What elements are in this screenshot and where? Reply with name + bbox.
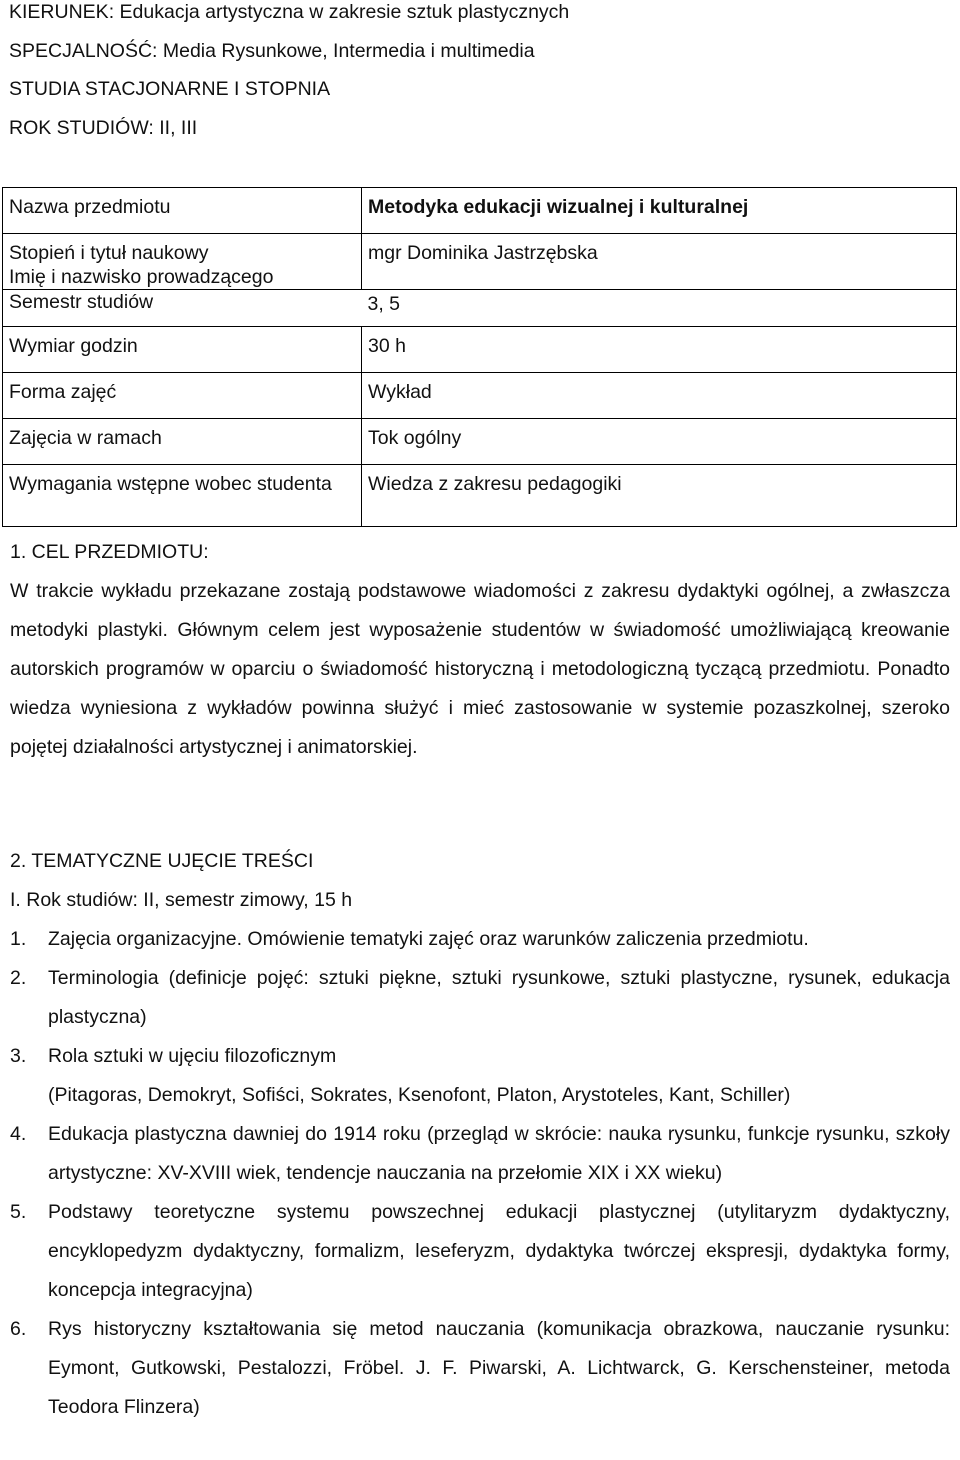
list-item-text: Rys historyczny kształtowania się metod nauczania (komunikacja obrazkowa, nauczanie rysunku: Eymont, Gutkowski, Pestalozzi, Fröbel. J. F. Piwarski, A. Lichtwarck, G. Kerschensteiner, metoda Teodora Flinzera)	[48, 1318, 950, 1418]
rok-studiow-line: ROK STUDIÓW: II, III	[9, 116, 198, 139]
table-row	[3, 327, 957, 373]
forma-zajec-value: Wykład	[362, 373, 957, 419]
cel-przedmiotu-section	[10, 540, 950, 767]
list-item-text: Rola sztuki w ujęciu filozoficznym	[48, 1045, 337, 1067]
prowadzacy-value: mgr Dominika Jastrzębska	[362, 234, 957, 290]
stopien-label-cell	[3, 234, 362, 290]
list-item	[10, 1193, 950, 1310]
cel-przedmiotu-text: W trakcie wykładu przekazane zostają podstawowe wiadomości z zakresu dydaktyki ogólnej, a zwłaszcza metodyki plastyki. Głównym celem jest wyposażenie studentów w świadomość umożliwiającą kreowanie autorskich programów w oparciu o świadomość historyczną i metodologiczną tyczącą przedmiotu. Ponadto wiedza wyniesiona z wykładów powinna służyć i mieć zastosowanie w systemie pozaszkolnej, szeroko pojętej działalności artystycznej i animatorskiej.	[10, 580, 950, 758]
list-item-text: Edukacja plastyczna dawniej do 1914 roku (przegląd w skrócie: nauka rysunku, funkcje rysunku, szkoły artystyczne: XV-XVIII wiek, tendencje nauczania na przełomie XIX i XX wieku)	[48, 1123, 950, 1184]
document-header	[9, 0, 569, 154]
list-item-text: Terminologia (definicje pojęć: sztuki piękne, sztuki rysunkowe, sztuki plastyczne, rysunek, edukacja plastyczna)	[48, 967, 950, 1028]
list-item-number: 6.	[10, 1318, 27, 1340]
list-item-number: 3.	[10, 1045, 27, 1067]
table-row	[3, 188, 957, 234]
semestr-value: 3, 5	[362, 290, 957, 327]
table-row	[3, 419, 957, 465]
zajecia-w-ramach-value: Tok ogólny	[362, 419, 957, 465]
list-item-text: Zajęcia organizacyjne. Omówienie tematyki zajęć oraz warunków zaliczenia przedmiotu.	[48, 928, 809, 950]
list-item	[10, 1037, 950, 1115]
list-item-number: 2.	[10, 967, 27, 989]
list-item-number: 1.	[10, 928, 27, 950]
topics-list	[10, 920, 950, 1427]
list-item-text: Podstawy teoretyczne systemu powszechnej edukacji plastycznej (utylitaryzm dydaktyczny, encyklopedyzm dydaktyczny, formalizm, leseferyzm, dydaktyka twórczej ekspresji, dydaktyka formy, koncepcja integracyjna)	[48, 1201, 950, 1301]
tematyczne-section	[10, 849, 950, 912]
list-item	[10, 920, 950, 959]
list-item	[10, 959, 950, 1037]
specjalnosc-line: SPECJALNOŚĆ: Media Rysunkowe, Intermedia i multimedia	[9, 39, 535, 62]
wymiar-godzin-value: 30 h	[362, 327, 957, 373]
list-item	[10, 1310, 950, 1427]
forma-zajec-label: Forma zajęć	[3, 373, 362, 419]
imie-nazwisko-label: Imię i nazwisko prowadzącego	[9, 266, 274, 288]
course-info-table	[2, 187, 957, 527]
semestr-label: Semestr studiów	[3, 290, 362, 327]
tematyczne-title: 2. TEMATYCZNE UJĘCIE TREŚCI	[10, 850, 314, 872]
wymiar-godzin-label: Wymiar godzin	[3, 327, 362, 373]
list-item	[10, 1115, 950, 1193]
nazwa-przedmiotu-label: Nazwa przedmiotu	[3, 188, 362, 234]
zajecia-w-ramach-label: Zajęcia w ramach	[3, 419, 362, 465]
nazwa-przedmiotu-value: Metodyka edukacji wizualnej i kulturalnej	[362, 188, 957, 234]
stopien-label: Stopień i tytuł naukowy	[9, 242, 209, 264]
cel-przedmiotu-title: 1. CEL PRZEDMIOTU:	[10, 541, 209, 563]
table-row	[3, 373, 957, 419]
table-row	[3, 234, 957, 290]
wymagania-label: Wymagania wstępne wobec studenta	[3, 465, 362, 527]
studia-line: STUDIA STACJONARNE I STOPNIA	[9, 78, 331, 100]
table-row	[3, 465, 957, 527]
list-item-text-continued: (Pitagoras, Demokryt, Sofiści, Sokrates, Ksenofont, Platon, Arystoteles, Kant, Schiller)	[48, 1084, 791, 1106]
list-item-number: 4.	[10, 1123, 27, 1145]
rok-semestr-subtitle: I. Rok studiów: II, semestr zimowy, 15 h	[10, 889, 353, 911]
kierunek-line: KIERUNEK: Edukacja artystyczna w zakresie sztuk plastycznych	[9, 1, 570, 23]
list-item-number: 5.	[10, 1201, 27, 1223]
table-row	[3, 290, 957, 327]
wymagania-value: Wiedza z zakresu pedagogiki	[362, 465, 957, 527]
